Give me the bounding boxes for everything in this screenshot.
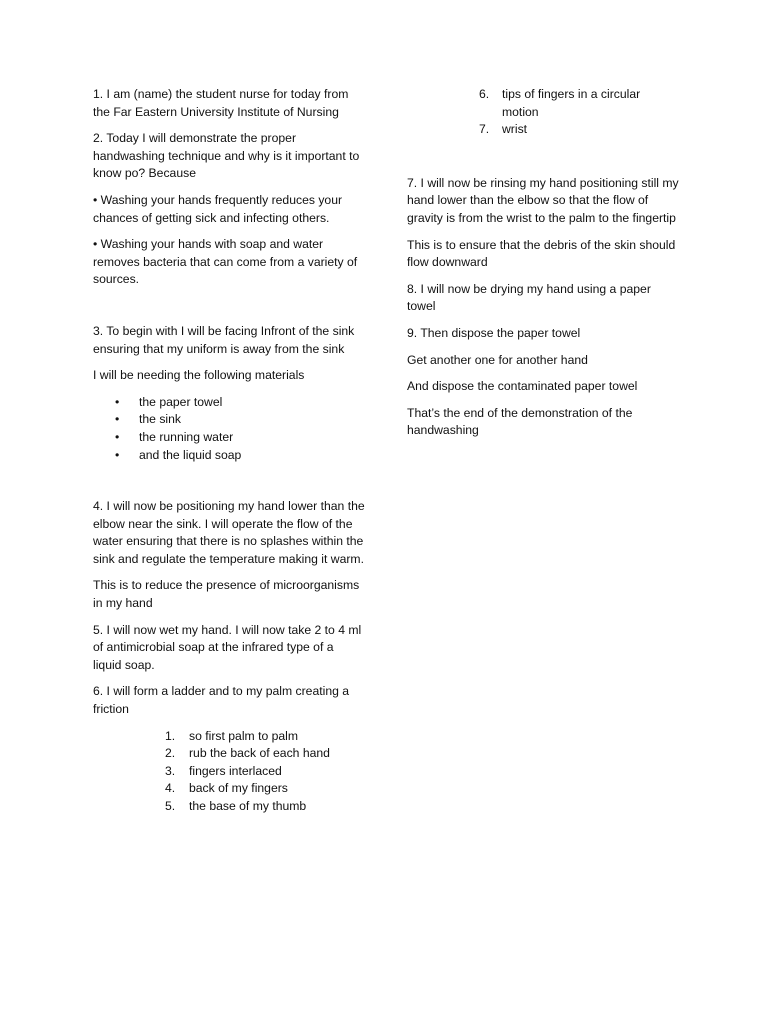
step-3-paragraph: 3. To begin with I will be facing Infront of the sink ensuring that my uniform is away from the sink [93, 323, 355, 356]
step-7-paragraph: 7. I will now be rinsing my hand positioning still my hand lower than the elbow so that the flow of gravity is from the wrist to the palm to the fingertip [407, 175, 679, 225]
list-item [407, 86, 679, 121]
list-item-text: tips of fingers in a circular motion [502, 87, 641, 119]
list-item-text: the sink [139, 412, 182, 427]
list-item [93, 763, 365, 781]
bullet-icon: • [115, 429, 120, 444]
list-item-text: rub the back of each hand [189, 746, 330, 761]
list-number: 6. [479, 87, 490, 101]
step-4-paragraph: 4. I will now be positioning my hand lower than the elbow near the sink. I will operate the flow of the water ensuring that there is no splashes within the sink and regulate the temperature making it warm. [93, 499, 365, 566]
bullet-icon: • [115, 412, 120, 427]
list-item-text: fingers interlaced [189, 763, 282, 778]
list-number: 2. [165, 746, 176, 761]
list-item [93, 745, 365, 763]
list-item [93, 394, 365, 412]
list-item-text: the running water [139, 429, 234, 444]
intro-paragraph: 1. I am (name) the student nurse for today from the Far Eastern University Institute of Nursing [93, 87, 349, 119]
step-8-paragraph: 8. I will now be drying my hand using a paper towel [407, 281, 651, 314]
step-7-reason: This is to ensure that the debris of the skin should flow downward [407, 237, 676, 270]
list-item-text: wrist [502, 122, 528, 137]
list-item [93, 798, 365, 816]
list-item-text: so first palm to palm [189, 728, 299, 743]
left-column [93, 86, 365, 816]
list-item [93, 780, 365, 798]
list-item [93, 447, 365, 465]
list-item-text: back of my fingers [189, 781, 288, 796]
list-number: 5. [165, 799, 176, 813]
step-5-paragraph: 5. I will now wet my hand. I will now take 2 to 4 ml of antimicrobial soap at the infrared type of a liquid soap. [93, 622, 362, 672]
list-number: 4. [165, 781, 176, 796]
dispose-towel-line: And dispose the contaminated paper towel [407, 379, 638, 394]
friction-steps-continued-list [407, 86, 679, 139]
materials-heading: I will be needing the following materials [93, 368, 305, 383]
reason-bullet-2: • Washing your hands with soap and water removes bacteria that can come from a variety of sources. [93, 237, 358, 287]
bullet-icon: • [115, 394, 120, 409]
closing-paragraph: That’s the end of the demonstration of the handwashing [407, 405, 633, 438]
list-item [93, 411, 365, 429]
list-item-text: the base of my thumb [189, 799, 307, 813]
list-number: 3. [165, 763, 176, 778]
materials-list [93, 394, 365, 464]
reason-bullet-1: • Washing your hands frequently reduces your chances of getting sick and infecting others. [93, 192, 343, 225]
step-9-paragraph: 9. Then dispose the paper towel [407, 325, 581, 340]
list-item-text: the paper towel [139, 394, 223, 409]
bullet-icon: • [115, 447, 120, 462]
demonstration-paragraph: 2. Today I will demonstrate the proper handwashing technique and why is it important to know po? Because [93, 131, 360, 181]
right-column [407, 86, 679, 449]
list-item-text: and the liquid soap [139, 447, 242, 462]
step-4-reason: This is to reduce the presence of microorganisms in my hand [93, 578, 360, 611]
list-number: 7. [479, 122, 490, 137]
list-item [407, 121, 679, 139]
step-6-paragraph: 6. I will form a ladder and to my palm creating a friction [93, 684, 350, 717]
another-towel-line: Get another one for another hand [407, 352, 588, 367]
friction-steps-list [93, 728, 365, 816]
list-number: 1. [165, 728, 176, 743]
list-item [93, 728, 365, 746]
list-item [93, 429, 365, 447]
